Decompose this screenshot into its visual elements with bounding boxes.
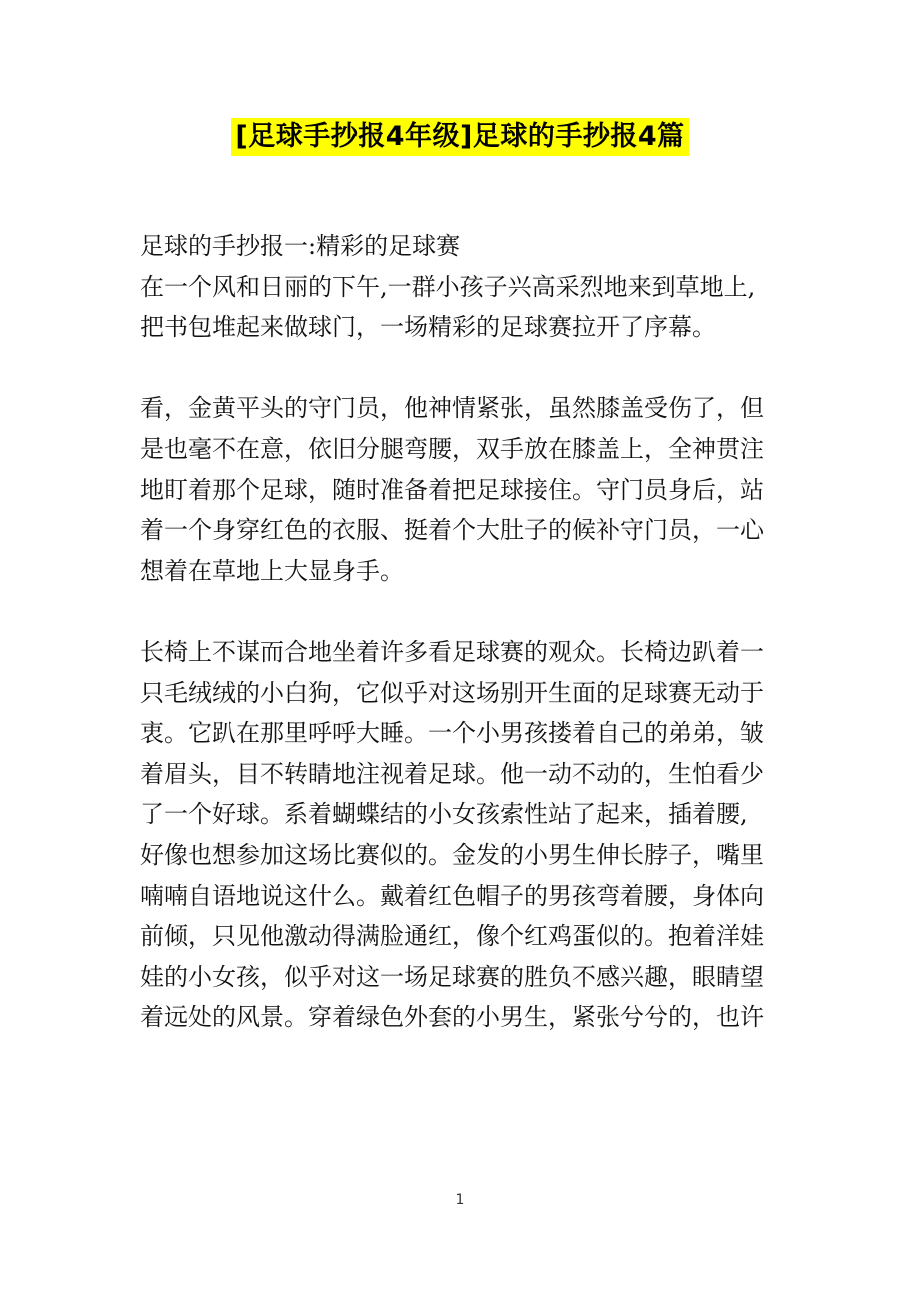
text-line: 衷。它趴在那里呼呼大睡。一个小男孩搂着自己的弟弟，皱: [140, 719, 764, 748]
text-line: 喃喃自语地说这什么。戴着红色帽子的男孩弯着腰，身体向: [140, 881, 764, 910]
text-line: 把书包堆起来做球门，一场精彩的足球赛拉开了序幕。: [140, 313, 716, 342]
text-line: 娃的小女孩，似乎对这一场足球赛的胜负不感兴趣，眼睛望: [140, 962, 764, 991]
text-line: 着一个身穿红色的衣服、挺着个大肚子的候补守门员，一心: [140, 516, 764, 545]
document-title: [足球手抄报4年级]足球的手抄报4篇: [231, 118, 688, 156]
paragraph-gap: [140, 348, 792, 389]
document-body: [140, 226, 792, 1038]
text-line: 只毛绒绒的小白狗，它似乎对这场别开生面的足球赛无动于: [140, 678, 764, 707]
text-line: 前倾，只见他激动得满脸通红，像个红鸡蛋似的。抱着洋娃: [140, 922, 764, 951]
paragraph-intro: [140, 226, 792, 348]
text-line: 是也毫不在意，依旧分腿弯腰，双手放在膝盖上，全神贯注: [140, 434, 764, 463]
text-line: 看，金黄平头的守门员，他神情紧张，虽然膝盖受伤了，但: [140, 394, 764, 423]
text-line: 在一个风和日丽的下午,一群小孩子兴高采烈地来到草地上,: [140, 272, 756, 301]
text-line: 长椅上不谋而合地坐着许多看足球赛的观众。长椅边趴着一: [140, 637, 764, 666]
text-line: 地盯着那个足球，随时准备着把足球接住。守门员身后，站: [140, 475, 764, 504]
text-line: 着眉头，目不转睛地注视着足球。他一动不动的，生怕看少: [140, 759, 764, 788]
paragraph-audience: [140, 632, 792, 1038]
text-line: 想着在草地上大显身手。: [140, 556, 404, 585]
page-number: 1: [455, 1192, 465, 1208]
text-line: 了一个好球。系着蝴蝶结的小女孩索性站了起来，插着腰,: [140, 800, 748, 829]
text-line: 足球的手抄报一:精彩的足球赛: [140, 232, 461, 260]
paragraph-gap: [140, 591, 792, 632]
text-line: 着远处的风景。穿着绿色外套的小男生，紧张兮兮的，也许: [140, 1003, 764, 1032]
title-container: [0, 118, 920, 156]
text-line: 好像也想参加这场比赛似的。金发的小男生伸长脖子，嘴里: [140, 840, 764, 869]
paragraph-goalkeeper: [140, 388, 792, 591]
